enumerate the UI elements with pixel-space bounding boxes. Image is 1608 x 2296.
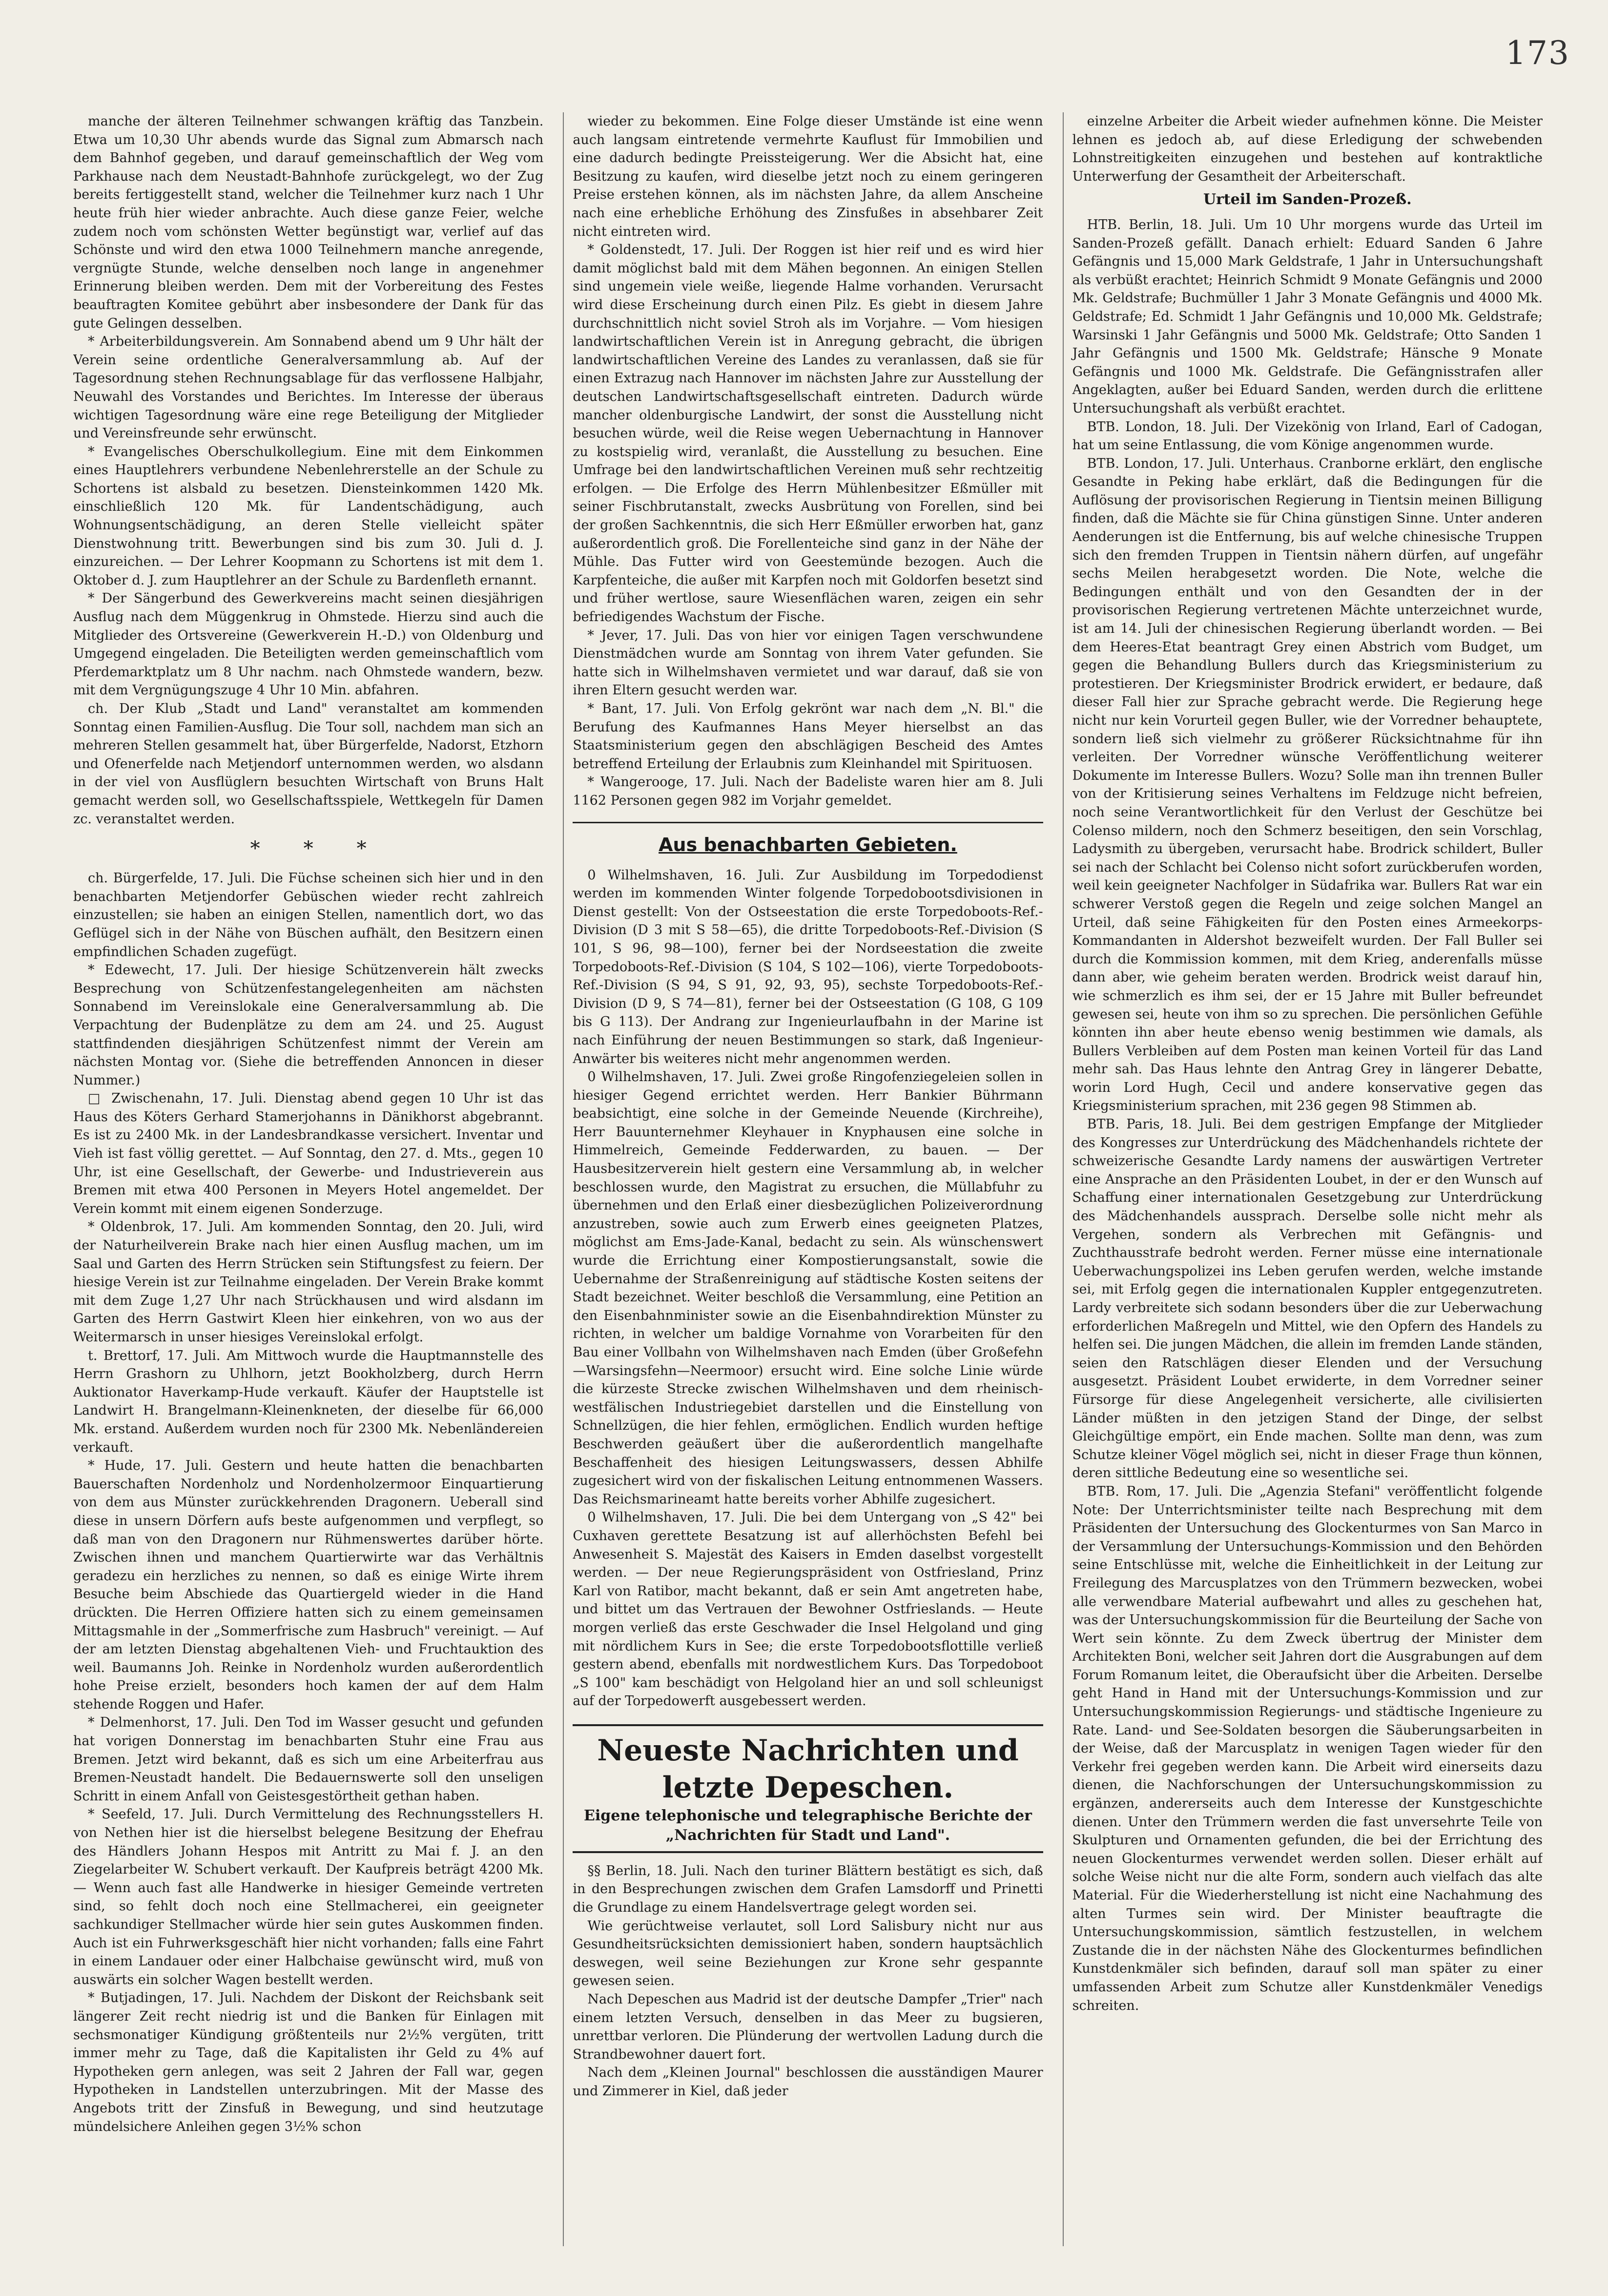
article-paragraph: * Goldenstedt, 17. Juli. Der Roggen ist hier reif und es wird hier damit möglichst bald mit dem Mähen begonnen. An einigen Stellen sind ungemein viele weiße, liegende Halme vorhanden. Verursacht wird diese Erscheinung durch einen Pilz. Es giebt in diesem Jahre durchschnittlich nicht soviel Stroh als im Vorjahre. — Vom hiesigen landwirtschaftlichen Verein ist in Anregung gebracht, die übrigen landwirtschaftlichen Vereine des Landes zu veranlassen, daß sie für einen Extrazug nach Hannover im nächsten Jahre zur Ausstellung der deutschen Landwirtschaftsgesellschaft eintreten. Dadurch würde mancher oldenburgische Landwirt, der sonst die Ausstellung nicht besuchen würde, weil die Reise wegen Uebernachtung in Hannover zu kostspielig wird, veranlaßt, die Ausstellung zu besuchen. Eine Umfrage bei den landwirtschaftlichen Vereinen muß sehr rechtzeitig erfolgen. — Die Erfolge des Herrn Mühlenbesitzer Eßmüller mit seiner Fischbrutanstalt, zwecks Ausbrütung von Forellen, sind bei der großen Sachkenntnis, die sich Herr Eßmüller erworben hat, ganz außerordentlich groß. Die Forellenteiche sind ganz in der Nähe der Mühle. Das Futter wird von Geestemünde bezogen. Auch die Karpfenteiche, die außer mit Karpfen noch mit Goldorfen besetzt sind und früher wertlose, saure Wiesenflächen waren, zeigen ein sehr befriedigendes Wachstum der Fische. [573, 242, 1043, 625]
section-ornament: * * * [250, 837, 367, 860]
article-paragraph: * Seefeld, 17. Juli. Durch Vermittelung des Rechnungsstellers H. von Nethen hier ist die hierselbst belegene Besitzung der Ehefrau des Händlers Johann Hespos mit Antritt zu Mai f. J. an den Ziegelarbeiter W. Schubert verkauft. Der Kaufpreis beträgt 4200 Mk. — Wenn auch fast alle Handwerke in hiesiger Gemeinde vertreten sind, so fehlt doch noch eine Stellmacherei, ein geeigneter sachkundiger Stellmacher würde hier sein gutes Auskommen finden. Auch ist ein Fuhrwerksgeschäft hier nicht vorhanden; falls eine Fahrt in einem Landauer oder einer Halbchaise gewünscht wird, muß von auswärts ein solcher Wagen bestellt werden. [73, 1807, 544, 1987]
article-paragraph: * Der Sängerbund des Gewerkvereins macht seinen diesjährigen Ausflug nach dem Müggenkrug in Ohmstede. Hierzu sind auch die Mitglieder des Ortsvereine (Gewerkverein H.-D.) von Oldenburg und Umgegend eingeladen. Die Beteiligten werden gemeinschaftlich vom Pferdemarktplatz um 8 Uhr nachm. nach Ohmstede wandern, bezw. mit dem Vergnügungszuge 4 Uhr 10 Min. abfahren. [73, 591, 544, 698]
article-paragraph: §§ Berlin, 18. Juli. Nach den turiner Blättern bestätigt es sich, daß in den Besprechungen zwischen dem Grafen Lamsdorff und Prinetti die Grundlage zu einem Handelsvertrage gelegt worden sei. [573, 1863, 1043, 1916]
latest-news-header [573, 1724, 1043, 1853]
article-paragraph: ch. Bürgerfelde, 17. Juli. Die Füchse scheinen sich hier und in den benachbarten Metjendorfer Gebüschen wieder recht zahlreich einzustellen; sie haben an einigen Stellen, namentlich dort, wo das Geflügel sich in der Nähe von Büschen aufhält, den Besitzern einen empfindlichen Schaden zugefügt. [73, 871, 544, 960]
article-paragraph: wieder zu bekommen. Eine Folge dieser Umstände ist eine wenn auch langsam eintretende vermehrte Kauflust für Immobilien und eine dadurch bedingte Preissteigerung. Wer die Absicht hat, eine Besitzung zu kaufen, wird dieselbe jetzt noch zu einem geringeren Preise erstehen können, als im nächsten Jahre, da allem Anscheine nach eine erhebliche Erhöhung des Zinsfußes in absehbarer Zeit nicht eintreten wird. [573, 114, 1043, 239]
section-heading: Aus benachbarten Gebieten. [659, 834, 957, 856]
article-paragraph: einzelne Arbeiter die Arbeit wieder aufnehmen könne. Die Meister lehnen es jedoch ab, auf diese Erledigung der schwebenden Lohnstreitigkeiten einzugehen und bestehen auf kontraktliche Unterwerfung der Gesamtheit der Arbeiterschaft. [1072, 114, 1543, 184]
article-paragraph: Wie gerüchtweise verlautet, soll Lord Salisbury nicht nur aus Gesundheitsrücksichten demissioniert haben, sondern hauptsächlich deswegen, weil seine Beziehungen zur Krone sehr gespannte gewesen seien. [573, 1918, 1043, 1989]
latest-news-title: Neueste Nachrichten und letzte Depeschen. [597, 1733, 1019, 1805]
article-paragraph: * Hude, 17. Juli. Gestern und heute hatten die benachbarten Bauerschaften Nordenholz und Nordenholzermoor Einquartierung von dem aus Münster zurückkehrenden Dragonern. Ueberall sind diese in unsern Dörfern aufs beste aufgenommen und verpflegt, so daß man von den Dragonern nur Rühmenswertes darüber hörte. Zwischen ihnen und manchem Quartierwirte war das Verhältnis geradezu ein herzliches zu nennen, so daß es einige Wirte ihrem Besuche beim Abschiede das Quartiergeld wieder in die Hand drückten. Die Herren Offiziere hatten sich zu einem gemeinsamen Mittagsmahle in der „Sommerfrische zum Hasbruch" vereinigt. — Auf der am letzten Dienstag abgehaltenen Vieh- und Fruchtauktion des weil. Baumanns Joh. Reinke in Nordenholz wurden außerordentlich hohe Preise erzielt, besonders hoch kamen der auf dem Halm stehende Roggen und Hafer. [73, 1458, 544, 1712]
article-paragraph: * Bant, 17. Juli. Von Erfolg gekrönt war nach dem „N. Bl." die Berufung des Kaufmannes Hans Meyer hierselbst an das Staatsministerium gegen den abschlägigen Bescheid des Amtes betreffend Erteilung der Erlaubnis zum Kleinhandel mit Spirituosen. [573, 701, 1043, 772]
latest-news-subtitle: Eigene telephonische und telegraphische Berichte der „Nachrichten für Stadt und Land". [584, 1807, 1032, 1844]
article-paragraph: BTB. Rom, 17. Juli. Die „Agenzia Stefani" veröffentlicht folgende Note: Der Unterrichtsminister teilte nach Besprechung mit dem Präsidenten der Untersuchung des Glockenturmes von San Marco in der Versammlung der Untersuchungs-Kommission und den Behörden seine Entschlüsse mit, welche die Einheitlichkeit in der Leitung zur Freilegung des Marcusplatzes von den Trümmern bezwecken, wobei alle verwendbare Material aufbewahrt und alles zu geschehen hat, was der Untersuchungskommission für die Beurteilung der Sache von Wert sein könnte. Zu dem Zweck übertrug der Minister dem Architekten Boni, welcher seit Jahren dort die Ausgrabungen auf dem Forum Romanum leitet, die Oberaufsicht über die Arbeiten. Derselbe geht Hand in Hand mit der Untersuchungs-Kommission und zur Untersuchungskommission Regierungs- und städtische Ingenieure zu Rate. Land- und See-Soldaten besorgen die Säuberungsarbeiten in der Weise, daß der Marcusplatz in wenigen Tagen wieder für den Verkehr frei gegeben werden kann. Die Arbeit wird einerseits dazu dienen, die Nachforschungen der Untersuchungskommission zu ergänzen, andererseits auch dem Interesse der Kunstgeschichte dienen. Unter den Trümmern werden die fast unversehrte Teile von Skulpturen und Ornamenten gefunden, die bei der Errichtung des neuen Glockenturmes verwendet werden sollen. Dieser erhält auf solche Weise nicht nur die alte Form, sondern auch vielfach das alte Material. Für die Wiederherstellung ist nicht eine Nachahmung des alten Turmes sein wird. Der Minister beauftragte die Untersuchungskommission, sämtlich festzustellen, in welchem Zustande die in der nächsten Nähe des Glockenturmes befindlichen Kunstdenkmäler sich befinden, darauf soll man später zu einer umfassenden Arbeit zum Schutze aller Kunstdenkmäler Venedigs schreiten. [1072, 1483, 1543, 2013]
article-paragraph: 0 Wilhelmshaven, 17. Juli. Die bei dem Untergang von „S 42" bei Cuxhaven gerettete Besatzung ist auf allerhöchsten Befehl bei Anwesenheit S. Majestät des Kaisers in Emden daselbst vorgestellt werden. — Der neue Regierungspräsident von Ostfriesland, Prinz Karl von Ratibor, macht bekannt, daß er sein Amt angetreten habe, und bittet um das Vertrauen der Bewohner Ostfrieslands. — Heute morgen verließ das erste Geschwader die Insel Helgoland und ging mit nördlichem Kurs in See; die erste Torpedobootsflottille verließ gestern abend, ebenfalls mit nordwestlichem Kurs. Das Torpedoboot „S 100" kam beschädigt von Helgoland hier an und soll schleunigst auf der Torpedowerft ausgebessert werden. [573, 1510, 1043, 1709]
article-paragraph: BTB. London, 17. Juli. Unterhaus. Cranborne erklärt, den englische Gesandte in Peking habe erklärt, daß die Bedingungen für die Auflösung der provisorischen Regierung in Tientsin meinen Billigung finden, daß die Mächte sie für China günstigen Sinne. Unter anderen Aenderungen ist die Entfernung, bis auf welche chinesische Truppen sich den fremden Truppen in Tientsin nähern dürfen, auf ungefähr sechs Meilen herabgesetzt worden. Die Note, welche die Bedingungen enthält und von den Gesandten der in der provisorischen Regierung vertretenen Mächte unterzeichnet wurde, ist am 14. Juli der chinesischen Regierung überlandt worden. — Bei dem Heeres-Etat beantragt Grey einen Abstrich vom Budget, um gegen die Behandlung Bullers durch das Kriegsministerium zu protestieren. Der Kriegsminister Brodrick erwidert, er bedaure, daß dieser Fall hier zur Sprache gebracht werde. Die Regierung hege nicht nur kein Vorurteil gegen Buller, wie der Vorredner behauptete, sondern ließ sich vielmehr zu größerer Rücksichtnahme für ihn verleiten. Der Vorredner wünsche Veröffentlichung weiterer Dokumente im Interesse Bullers. Wozu? Solle man ihn trennen Buller von der Kritisierung seines Verhaltens im Feldzuge nicht befreien, noch seine Verantwortlichkeit für den Verlust der Geschütze bei Colenso mildern, noch den Schmerz beseitigen, den sein Vorschlag, Ladysmith zu übergeben, verursacht habe. Brodrick schildert, Buller sei nach der Schlacht bei Colenso nicht sofort zurückberufen worden, weil kein geeigneter Nachfolger in Südafrika war. Bullers Rat war ein schwerer Verstoß gegen die Regeln und zeige solchen Mangel an Urteil, daß seine Fähigkeiten für den Posten eines Armeekorps-Kommandanten in Aldershot bezweifelt wurden. Der Fall Buller sei durch die Kommission kommen, mit dem Krieg, anderenfalls müsse dann aber, wie geheim beraten werden. Brodrick weist darauf hin, wie schmerzlich es ihm sei, der er 15 Jahre mit Buller befreundet gewesen sei, heute von ihm so zu sprechen. Die persönlichen Gefühle könnten ihn aber heute ebenso wenig bestimmen wie damals, als Bullers Verbleiben auf dem Posten man keinen Vorteil für das Land mehr sah. Das Haus lehnte den Antrag Grey in längerer Debatte, worin Lord Hugh, Cecil und andere konservative gegen das Kriegsministerium sprachen, mit 236 gegen 98 Stimmen ab. [1072, 456, 1543, 1114]
section-heading: Urteil im Sanden-Prozeß. [1203, 191, 1412, 209]
article-paragraph: Nach Depeschen aus Madrid ist der deutsche Dampfer „Trier" nach einem letzten Versuch, denselben in das Meer zu bugsieren, unrettbar verloren. Die Plünderung der wertvollen Ladung durch die Strandbewohner dauert fort. [573, 1992, 1043, 2062]
article-paragraph: * Delmenhorst, 17. Juli. Den Tod im Wasser gesucht und gefunden hat vorigen Donnerstag im benachbarten Stuhr eine Frau aus Bremen. Jetzt wird bekannt, daß es sich um eine Arbeiterfrau aus Bremen-Neustadt handelt. Die Bedauernswerte soll den unseligen Schritt in einem Anfall von Geistesgestörtheit gethan haben. [73, 1715, 544, 1804]
article-paragraph: BTB. London, 18. Juli. Der Vizekönig von Irland, Earl of Cadogan, hat um seine Entlassung, die vom Könige angenommen wurde. [1072, 419, 1543, 453]
columns [73, 112, 1543, 2246]
column-3 [1063, 112, 1543, 2246]
article-paragraph: BTB. Paris, 18. Juli. Bei dem gestrigen Empfange der Mitglieder des Kongresses zur Unterdrückung des Mädchenhandels richtete der schweizerische Gesandte Lardy namens der auswärtigen Vertreter eine Ansprache an den Präsidenten Loubet, in der er den Wunsch auf Schaffung einer internationalen Gesetzgebung zur Unterdrückung des Mädchenhandels aussprach. Derselbe solle nicht mehr als Vergehen, sondern als Verbrechen mit Gefängnis- und Zuchthausstrafe bedroht werden. Ferner müsse eine internationale Ueberwachungspolizei ins Leben gerufen werden, welche imstande sei, mit Erfolg gegen die internationalen Kuppler entgegenzutreten. Lardy verbreitete sich sodann besonders über die zur Ueberwachung erforderlichen Maßregeln und Mittel, wie den Opfern des Handels zu helfen sei. Die jungen Mädchen, die allein im fremden Lande ständen, seien den Ratschlägen dieser Elenden und der Versuchung ausgesetzt. Präsident Loubet erwiderte, in dem Vorredner seiner Fürsorge für diese Angelegenheit versicherte, alle civilisierten Länder müßten in den jetzigen Stand der Dinge, der selbst Gleichgültige empört, ein Ende machen. Sollte man denn, was zum Schutze kleiner Vögel möglich sei, nicht in dieser Frage thun können, deren sittliche Bedeutung eine so wesentliche sei. [1072, 1117, 1543, 1481]
article-paragraph: ch. Der Klub „Stadt und Land" veranstaltet am kommenden Sonntag einen Familien-Ausflug. Die Tour soll, nachdem man sich an mehreren Stellen gesammelt hat, über Bürgerfelde, Nadorst, Etzhorn und Ofenerfelde nach Metjendorf unternommen werden, wo alsdann in der viel von Ausflüglern besuchten Wirtschaft von Bruns Halt gemacht werden soll, wo Gesellschaftsspiele, Wettkegeln für Damen zc. veranstaltet werden. [73, 701, 544, 827]
article-paragraph: 0 Wilhelmshaven, 17. Juli. Zwei große Ringofenziegeleien sollen in hiesiger Gegend errichtet werden. Herr Bankier Bührmann beabsichtigt, eine solche in der Gemeinde Neuende (Kirchreihe), Herr Bauunternehmer Kleyhauer in Knyphausen eine solche in Himmelreich, Gemeinde Fedderwarden, zu bauen. — Der Hausbesitzerverein hielt gestern eine Versammlung ab, in welcher beschlossen wurde, den Magistrat zu ersuchen, die Müllabfuhr zu übernehmen und den Erlaß einer diesbezüglichen Polizeiverordnung anzustreben, sowie auch zum Erwerb eines geeigneten Platzes, möglichst am Ems-Jade-Kanal, bedacht zu sein. Als wünschenswert wurde die Errichtung einer Kompostierungsanstalt, sowie die Uebernahme der Straßenreinigung auf städtische Kosten seitens der Stadt bezeichnet. Weiter beschloß die Versammlung, eine Petition an den Eisenbahnminister sowie an die Eisenbahndirektion Münster zu richten, in welcher um baldige Vornahme von Vorarbeiten für den Bau einer Vollbahn von Wilhelmshaven nach Emden (über Großefehn—Warsingsfehn—Neermoor) ersucht wird. Eine solche Linie würde die kürzeste Strecke zwischen Wilhelmshaven und dem rheinisch-westfälischen Industriegebiet darstellen und die Einstellung von Schnellzügen, die hier fehlen, ermöglichen. Endlich wurden heftige Beschwerden geäußert über die außerordentlich mangelhafte Beschaffenheit des hiesigen Leitungswassers, dessen Abhilfe zugesichert wird von der fiskalischen Leitung entnommenen Wassers. Das Reichsmarineamt hatte bereits vorher Abhilfe zugesichert. [573, 1069, 1043, 1507]
article-paragraph: * Arbeiterbildungsverein. Am Sonnabend abend um 9 Uhr hält der Verein seine ordentliche Generalversammlung ab. Auf der Tagesordnung stehen Rechnungsablage für das verflossene Halbjahr, Neuwahl des Vorstandes und Berichtes. Im Interesse der überaus wichtigen Tagesordnung wäre eine rege Beteiligung der Mitglieder und Vereinsfreunde sehr erwünscht. [73, 334, 544, 441]
page-number: 173 [1505, 34, 1570, 72]
section-divider [573, 822, 1043, 823]
article-paragraph: * Edewecht, 17. Juli. Der hiesige Schützenverein hält zwecks Besprechung von Schützenfestangelegenheiten am nächsten Sonnabend im Vereinslokale eine Generalversammlung ab. Die Verpachtung der Budenplätze zu dem am 24. und 25. August stattfindenden diesjährigen Schützenfest nimmt der Verein am nächsten Montag vor. (Siehe die betreffenden Annoncen in dieser Nummer.) [73, 962, 544, 1088]
article-paragraph: 0 Wilhelmshaven, 16. Juli. Zur Ausbildung im Torpedodienst werden im kommenden Winter folgende Torpedobootsdivisionen in Dienst gestellt: Von der Ostseestation die erste Torpedoboots-Ref.-Division (D 3 mit S 58—65), die dritte Torpedoboots-Ref.-Division (S 101, S 96, 98—100), ferner bei der Nordseestation die zweite Torpedoboots-Ref.-Division (S 104, S 102—106), vierte Torpedoboots-Ref.-Division (S 94, S 91, 92, 93, 95), sechste Torpedoboots-Ref.-Division (D 9, S 74—81), ferner bei der Ostseestation (G 108, G 109 bis G 113). Der Andrang zur Ingenieurlaufbahn in der Marine ist nach Einführung der neuen Bestimmungen so stark, daß Ingenieur-Anwärter bis weiteres nicht mehr angenommen werden. [573, 867, 1043, 1066]
article-paragraph: * Butjadingen, 17. Juli. Nachdem der Diskont der Reichsbank seit längerer Zeit recht niedrig ist und die Banken für Einlagen mit sechsmonatiger Kündigung größtenteils nur 2½% vergüten, tritt immer mehr zu Tage, daß die Kapitalisten ihr Geld zu 4% auf Hypotheken gern anlegen, was seit 2 Jahren der Fall war, gegen Hypotheken in Landstellen unterzubringen. Mit der Masse des Angebots tritt der Zinsfuß in Bewegung, und sind heutzutage mündelsichere Anleihen gegen 3½% schon [73, 1990, 544, 2134]
column-2 [563, 112, 1043, 2246]
article-paragraph: □ Zwischenahn, 17. Juli. Dienstag abend gegen 10 Uhr ist das Haus des Köters Gerhard Stamerjohanns in Dänikhorst abgebrannt. Es ist zu 2400 Mk. in der Landesbrandkasse versichert. Inventar und Vieh ist fast völlig gerettet. — Auf Sonntag, den 27. d. Mts., gegen 10 Uhr, ist eine Gesellschaft, der Gewerbe- und Industrieverein aus Bremen mit etwa 400 Personen in Meyers Hotel angemeldet. Der Verein kommt mit einem eigenen Sonderzuge. [73, 1091, 544, 1216]
article-paragraph: * Oldenbrok, 17. Juli. Am kommenden Sonntag, den 20. Juli, wird der Naturheilverein Brake nach hier einen Ausflug machen, um im Saal und Garten des Herrn Strücken sein Stiftungsfest zu feiern. Der hiesige Verein ist zur Teilnahme eingeladen. Der Verein Brake kommt mit dem Zuge 1,27 Uhr nach Strückhausen und wird alsdann im Garten des Herrn Gastwirt Kleen hier einkehren, von wo aus der Weitermarsch in unser hiesiges Vereinslokal erfolgt. [73, 1219, 544, 1345]
article-paragraph: t. Brettorf, 17. Juli. Am Mittwoch wurde die Hauptmannstelle des Herrn Grashorn zu Uhlhorn, jetzt Bookholzberg, durch Herrn Auktionator Haverkamp-Hude verkauft. Käufer der Hauptstelle ist Landwirt H. Brangelmann-Kleinenkneten, der dieselbe für 66,000 Mk. erstand. Außerdem wurden noch für 2300 Mk. Nebenländereien verkauft. [73, 1348, 544, 1455]
article-paragraph: * Wangerooge, 17. Juli. Nach der Badeliste waren hier am 8. Juli 1162 Personen gegen 982 im Vorjahr gemeldet. [573, 774, 1043, 808]
article-paragraph: manche der älteren Teilnehmer schwangen kräftig das Tanzbein. Etwa um 10,30 Uhr abends wurde das Signal zum Abmarsch nach dem Bahnhof gegeben, und darauf gemeinschaftlich der Weg vom Parkhause nach dem Neustadt-Bahnhofe zurückgelegt, wo der Zug bereits fertiggestellt stand, welcher die Teilnehmer kurz nach 1 Uhr heute früh hier wieder anbrachte. Auch diese ganze Feier, welche zudem noch vom schönsten Wetter begünstigt war, verlief auf das Schönste und wird den etwa 1000 Teilnehmern manche anregende, vergnügte Stunde, welche denselben noch lange in angenehmer Erinnerung bleiben werden. Dem mit der Vorbereitung des Festes beauftragten Komitee gebührt aber insbesondere der Dank für das gute Gelingen desselben. [73, 114, 544, 331]
article-paragraph: HTB. Berlin, 18. Juli. Um 10 Uhr morgens wurde das Urteil im Sanden-Prozeß gefällt. Danach erhielt: Eduard Sanden 6 Jahre Gefängnis und 15,000 Mark Geldstrafe, 1 Jahr in Untersuchungshaft als verbüßt erachtet; Heinrich Schmidt 9 Monate Gefängnis und 2000 Mk. Geldstrafe; Buchmüller 1 Jahr 3 Monate Gefängnis und 4000 Mk. Geldstrafe; Ed. Schmidt 1 Jahr Gefängnis und 10,000 Mk. Geldstrafe; Warsinski 1 Jahr Gefängnis und 5000 Mk. Geldstrafe; Otto Sanden 1 Jahr Gefängnis und 1500 Mk. Geldstrafe; Hänsche 9 Monate Gefängnis und 1000 Mk. Geldstrafe. Die Gefängnisstrafen aller Angeklagten, außer bei Eduard Sanden, werden durch die erlittene Untersuchungshaft als verbüßt erachtet. [1072, 217, 1543, 416]
article-paragraph: * Evangelisches Oberschulkollegium. Eine mit dem Einkommen eines Hauptlehrers verbundene Nebenlehrerstelle an der Schule zu Schortens ist alsbald zu besetzen. Diensteinkommen 1420 Mk. einschließlich 120 Mk. für Landentschädigung, auch Wohnungsentschädigung, an deren Stelle vielleicht später Dienstwohnung tritt. Bewerbungen sind bis zum 30. Juli d. J. einzureichen. — Der Lehrer Koopmann zu Schortens ist mit dem 1. Oktober d. J. zum Hauptlehrer an der Schule zu Bardenfleth ernannt. [73, 444, 544, 588]
article-paragraph: * Jever, 17. Juli. Das von hier vor einigen Tagen verschwundene Dienstmädchen wurde am Sonntag von ihrem Vater gefunden. Sie hatte sich in Wilhelmshaven vermietet und war darauf, daß sie von ihren Eltern gesucht werden war. [573, 627, 1043, 698]
column-1 [73, 112, 543, 2246]
article-paragraph: Nach dem „Kleinen Journal" beschlossen die ausständigen Maurer und Zimmerer in Kiel, daß jeder [573, 2065, 1043, 2099]
